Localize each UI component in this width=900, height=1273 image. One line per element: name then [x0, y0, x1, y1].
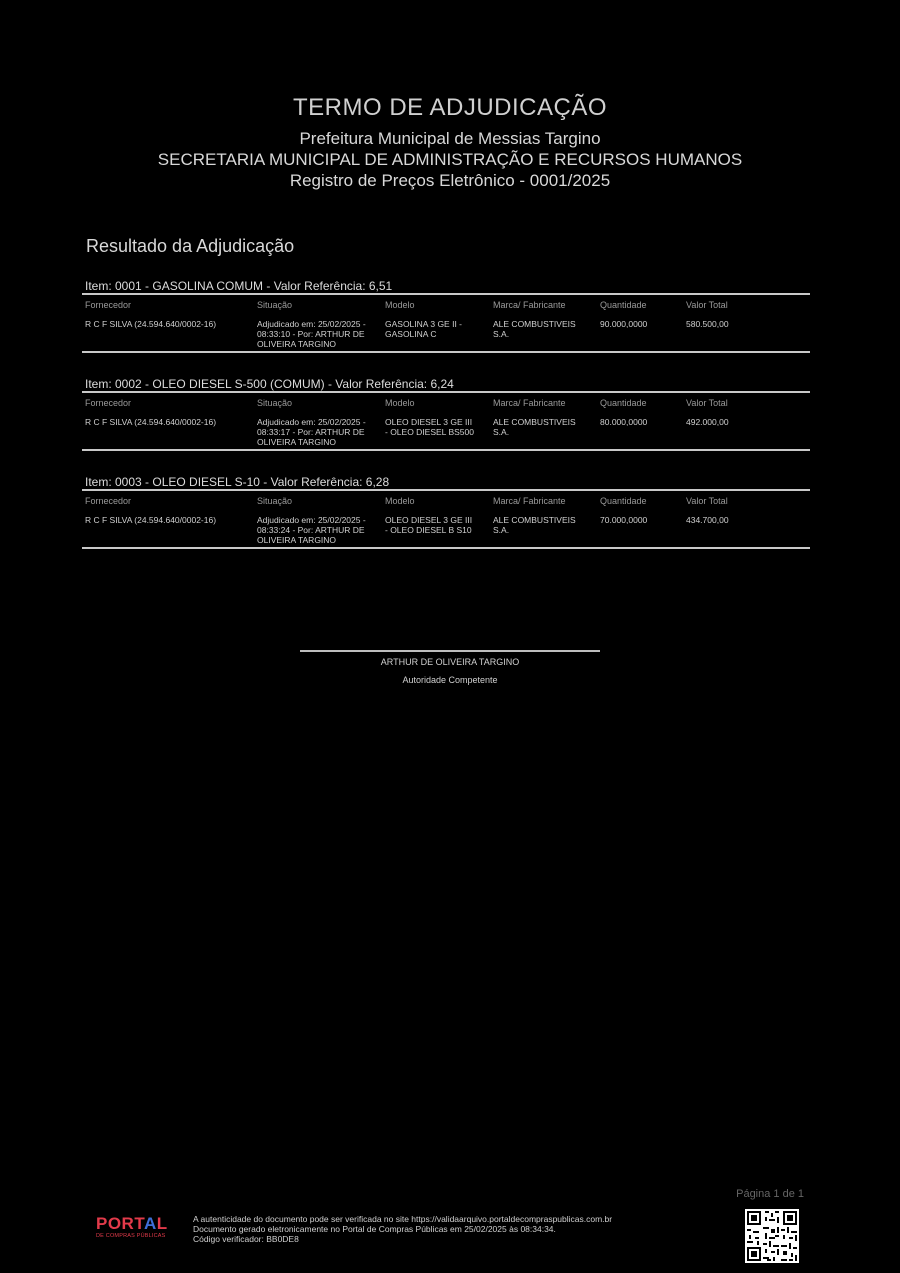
model-cell: [385, 417, 493, 449]
total-cell: 580.500,00: [686, 319, 729, 329]
situation-line: 08:33:10 - Por: ARTHUR DE: [257, 329, 365, 339]
col-header-model: Modelo: [385, 496, 415, 506]
model-cell: [385, 319, 493, 351]
authenticity-line: A autenticidade do documento pode ser verificada no site https://validaarquivo.portaldecompraspublicas.com.br: [193, 1214, 613, 1224]
document-title: TERMO DE ADJUDICAÇÃO: [292, 94, 608, 121]
situation-line: Adjudicado em: 25/02/2025 -: [257, 319, 366, 329]
divider: [82, 489, 810, 491]
supplier-cell: R C F SILVA (24.594.640/0002-16): [85, 319, 217, 329]
quantity-cell: 80.000,0000: [600, 417, 648, 427]
col-header-supplier: Fornecedor: [85, 398, 132, 408]
supplier-cell: R C F SILVA (24.594.640/0002-16): [85, 417, 217, 427]
col-header-brand: Marca/ Fabricante: [493, 496, 566, 506]
column-header-row: [82, 395, 810, 411]
table-row: [82, 509, 810, 547]
col-header-brand: Marca/ Fabricante: [493, 300, 566, 310]
col-header-brand: Marca/ Fabricante: [493, 398, 566, 408]
situation-cell: [257, 319, 385, 351]
brand-line: ALE COMBUSTIVEIS: [493, 319, 576, 329]
divider: [82, 547, 810, 549]
logo-subtitle: DE COMPRAS PÚBLICAS: [96, 1233, 166, 1239]
item-block: [82, 377, 810, 451]
item-heading: Item: 0002 - OLEO DIESEL S-500 (COMUM) - Valor Referência: 6,24: [85, 377, 454, 391]
model-line: GASOLINA 3 GE II -: [385, 319, 462, 329]
model-line: OLEO DIESEL 3 GE III: [385, 515, 473, 525]
brand-line: ALE COMBUSTIVEIS: [493, 515, 576, 525]
brand-line: S.A.: [493, 329, 510, 339]
portal-logo: [96, 1215, 176, 1239]
signatory-name: ARTHUR DE OLIVEIRA TARGINO: [380, 657, 520, 667]
col-header-situation: Situação: [257, 300, 293, 310]
divider: [82, 351, 810, 353]
total-cell: 434.700,00: [686, 515, 729, 525]
department: SECRETARIA MUNICIPAL DE ADMINISTRAÇÃO E RECURSOS HUMANOS: [157, 150, 743, 169]
situation-cell: [257, 417, 385, 449]
item-heading: Item: 0003 - OLEO DIESEL S-10 - Valor Referência: 6,28: [85, 475, 390, 489]
col-header-model: Modelo: [385, 398, 415, 408]
municipality: Prefeitura Municipal de Messias Targino: [299, 129, 601, 148]
col-header-total: Valor Total: [686, 300, 728, 310]
quantity-cell: 90.000,0000: [600, 319, 648, 329]
model-line: - OLEO DIESEL BS500: [385, 427, 474, 437]
item-block: [82, 279, 810, 353]
brand-line: S.A.: [493, 427, 510, 437]
table-row: [82, 313, 810, 351]
model-cell: [385, 515, 493, 547]
generation-line: Documento gerado eletronicamente no Portal de Compras Públicas em 25/02/2025 às 08:34:34.: [193, 1224, 556, 1234]
signature-block: [300, 650, 600, 685]
situation-line: OLIVEIRA TARGINO: [257, 339, 337, 349]
divider: [82, 391, 810, 393]
model-line: GASOLINA C: [385, 329, 437, 339]
divider: [82, 449, 810, 451]
authenticity-note: [193, 1214, 612, 1244]
model-line: OLEO DIESEL 3 GE III: [385, 417, 473, 427]
column-header-row: [82, 297, 810, 313]
col-header-supplier: Fornecedor: [85, 496, 132, 506]
brand-line: ALE COMBUSTIVEIS: [493, 417, 576, 427]
table-row: [82, 411, 810, 449]
situation-line: Adjudicado em: 25/02/2025 -: [257, 515, 366, 525]
document-header: [0, 94, 900, 191]
page-number: Página 1 de 1: [736, 1188, 804, 1200]
situation-line: OLIVEIRA TARGINO: [257, 437, 337, 447]
brand-line: S.A.: [493, 525, 510, 535]
process-number: Registro de Preços Eletrônico - 0001/2025: [289, 171, 611, 190]
logo-text: PORT: [96, 1214, 144, 1233]
col-header-supplier: Fornecedor: [85, 300, 132, 310]
col-header-total: Valor Total: [686, 398, 728, 408]
divider: [82, 293, 810, 295]
brand-cell: [493, 417, 600, 449]
col-header-total: Valor Total: [686, 496, 728, 506]
col-header-quantity: Quantidade: [600, 300, 647, 310]
situation-line: 08:33:17 - Por: ARTHUR DE: [257, 427, 365, 437]
item-block: [82, 475, 810, 549]
supplier-cell: R C F SILVA (24.594.640/0002-16): [85, 515, 217, 525]
col-header-situation: Situação: [257, 398, 293, 408]
situation-line: OLIVEIRA TARGINO: [257, 535, 337, 545]
signature-line: [300, 650, 600, 652]
quantity-cell: 70.000,0000: [600, 515, 648, 525]
items-list: [82, 279, 810, 573]
signatory-role: Autoridade Competente: [402, 675, 498, 685]
col-header-situation: Situação: [257, 496, 293, 506]
situation-cell: [257, 515, 385, 547]
col-header-quantity: Quantidade: [600, 398, 647, 408]
logo-text-end: L: [156, 1214, 168, 1233]
situation-line: Adjudicado em: 25/02/2025 -: [257, 417, 366, 427]
brand-cell: [493, 319, 600, 351]
logo-accent-letter: A: [143, 1214, 157, 1233]
section-title: Resultado da Adjudicação: [86, 236, 295, 256]
qr-code-icon: [745, 1209, 799, 1263]
total-cell: 492.000,00: [686, 417, 729, 427]
column-header-row: [82, 493, 810, 509]
verification-code: Código verificador: BB0DE8: [193, 1234, 299, 1244]
brand-cell: [493, 515, 600, 547]
situation-line: 08:33:24 - Por: ARTHUR DE: [257, 525, 365, 535]
model-line: - OLEO DIESEL B S10: [385, 525, 472, 535]
col-header-model: Modelo: [385, 300, 415, 310]
item-heading: Item: 0001 - GASOLINA COMUM - Valor Referência: 6,51: [85, 279, 393, 293]
col-header-quantity: Quantidade: [600, 496, 647, 506]
